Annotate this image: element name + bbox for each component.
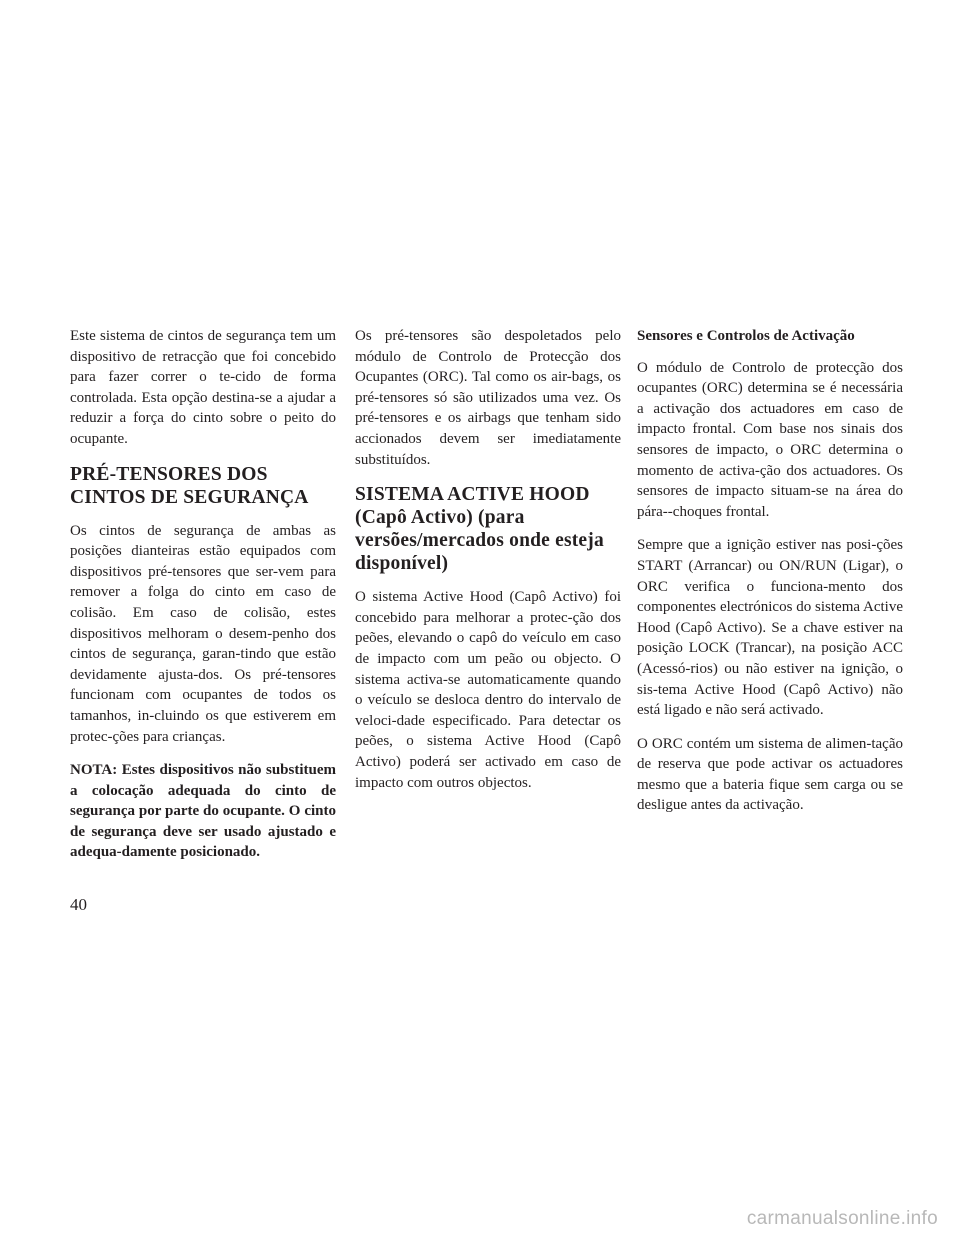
section-heading-active-hood: SISTEMA ACTIVE HOOD (Capô Activo) (para versões/mercados onde esteja disponível) xyxy=(355,484,604,575)
pretensioners-deploy-paragraph: Os pré-tensores são despoletados pelo módulo de Controlo de Protecção dos Ocupantes (ORC). Tal como os air-bags, os pré-tensores só são utilizados uma vez. Os pré-tensores e os airbags que tenham sido accionados devem ser imediatamente substituídos. xyxy=(355,328,621,468)
pretensioners-paragraph: Os cintos de segurança de ambas as posições dianteiras estão equipados com dispositivos pré-tensores que ser-vem para remover a folga do cinto em caso de colisão. Em caso de colisão, estes dispositivos melhoram o desem-penho dos cintos de segurança, garan-tindo que estão devidamente ajusta-dos. Os pré-tensores funcionam com ocupantes de todos os tamanhos, in-cluindo os que estiverem em protec-ções para crianças. xyxy=(70,522,336,745)
note-paragraph: NOTA: Estes dispositivos não substituem a colocação adequada do cinto de segurança por parte do ocupante. O cinto de segurança deve ser usado ajustado e adequa-damente posicionado. xyxy=(70,762,336,861)
column-right xyxy=(637,326,903,829)
subheading-sensors-controls: Sensores e Controlos de Activação xyxy=(637,328,855,344)
column-left xyxy=(70,326,336,876)
backup-power-paragraph: O ORC contém um sistema de alimen-tação de reserva que pode activar os actuadores mesmo que a bateria fique sem carga ou se desligue antes da activação. xyxy=(637,735,903,814)
intro-paragraph: Este sistema de cintos de segurança tem um dispositivo de retracção que foi concebido para fazer correr o te-cido de forma controlada. Esta opção destina-se a ajudar a reduzir a força do cinto sobre o peito do ocupante. xyxy=(70,328,336,447)
active-hood-paragraph: O sistema Active Hood (Capô Activo) foi concebido para melhorar a protec-ção dos peões, elevando o capô do veículo em caso de impacto com um peão ou objecto. O sistema activa-se automaticamente quando o veículo se desloca dentro do intervalo de veloci-dade especificado. Para detectar os peões, o sistema Active Hood (Capô Activo) poderá ser activado em caso de impacto com outros objectos. xyxy=(355,589,621,791)
watermark-text: carmanualsonline.info xyxy=(746,1208,938,1229)
section-heading-pretensioners: PRÉ-TENSORES DOS CINTOS DE SEGURANÇA xyxy=(70,463,309,508)
column-middle xyxy=(355,326,621,806)
orc-paragraph: O módulo de Controlo de protecção dos ocupantes (ORC) determina se é necessária a activação dos actuadores em caso de impacto frontal. Com base nos sinais dos sensores de impacto, o ORC determina o momento de activa-ção dos actuadores. Os sensores de impacto situam-se na área do pára--choques frontal. xyxy=(637,359,903,520)
page-number: 40 xyxy=(70,895,87,914)
ignition-paragraph: Sempre que a ignição estiver nas posi-ções START (Arrancar) ou ON/RUN (Ligar), o ORC verifica o funciona-mento dos componentes electrónicos do sistema Active Hood (Capô Activo). Se a chave estiver na posição LOCK (Trancar), na posição ACC (Acessó-rios) ou não estiver na ignição, o sis-tema Active Hood (Capô Activo) não está ligado e não será activado. xyxy=(637,537,903,719)
